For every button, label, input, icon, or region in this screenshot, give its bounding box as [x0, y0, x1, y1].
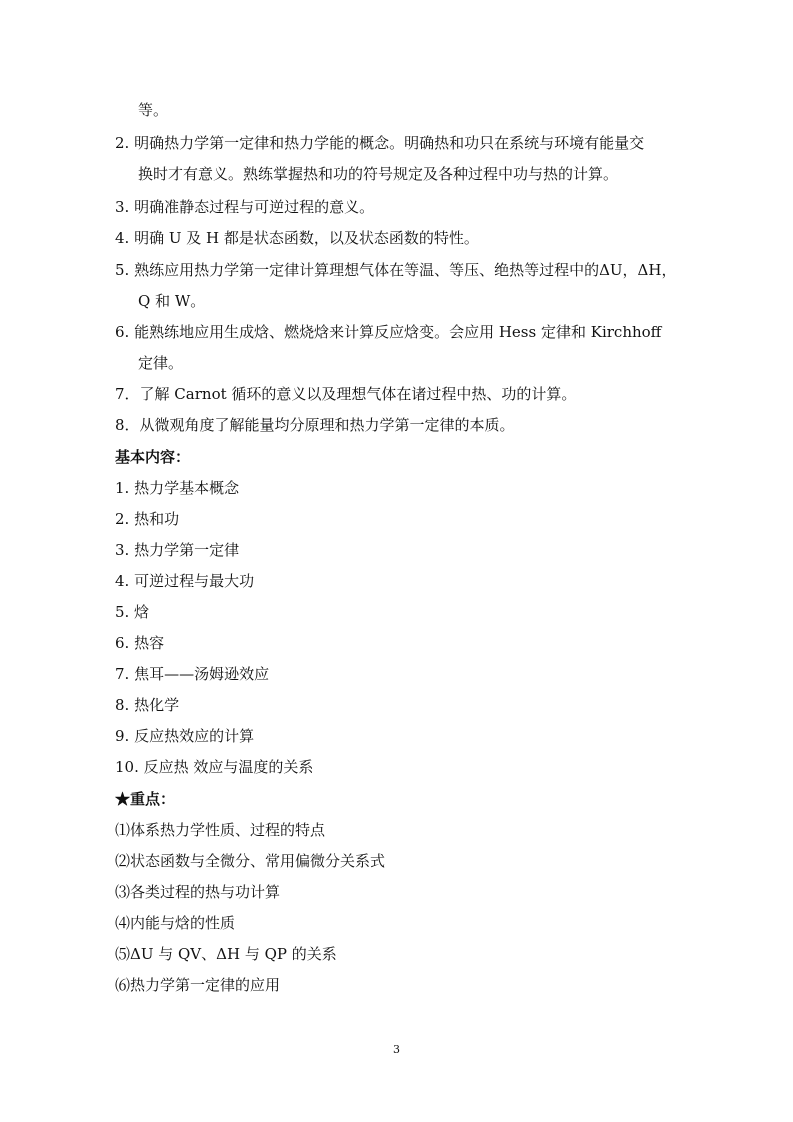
keypoint-item: ⑵状态函数与全微分、常用偏微分关系式	[115, 852, 386, 870]
content-item: 8. 热化学	[115, 696, 180, 714]
content-item: 2. 热和功	[115, 510, 180, 528]
objective-4: 4. 明确 U 及 H 都是状态函数，以及状态函数的特性。	[115, 229, 479, 247]
content-item: 10. 反应热 效应与温度的关系	[115, 758, 314, 776]
content-item: 1. 热力学基本概念	[115, 479, 240, 497]
content-item: 3. 热力学第一定律	[115, 541, 240, 559]
objective-6-line-1: 6. 能熟练地应用生成焓、燃烧焓来计算反应焓变。会应用 Hess 定律和 Kirchhoff	[115, 323, 662, 341]
keypoint-item: ⑷内能与焓的性质	[115, 914, 236, 932]
objective-2-line-1: 2. 明确热力学第一定律和热力学能的概念。明确热和功只在系统与环境有能量交	[115, 134, 645, 152]
objective-5-line-1: 5. 熟练应用热力学第一定律计算理想气体在等温、等压、绝热等过程中的ΔU，ΔH，	[115, 261, 677, 279]
content-item: 7. 焦耳——汤姆逊效应	[115, 665, 270, 683]
objective-7: 7．了解 Carnot 循环的意义以及理想气体在诸过程中热、功的计算。	[115, 385, 577, 403]
content-item: 4. 可逆过程与最大功	[115, 572, 255, 590]
objective-3: 3. 明确准静态过程与可逆过程的意义。	[115, 198, 375, 216]
content-heading: 基本内容：	[115, 448, 191, 466]
keypoint-item: ⑴体系热力学性质、过程的特点	[115, 821, 326, 839]
objective-2-line-2: 换时才有意义。熟练掌握热和功的符号规定及各种过程中功与热的计算。	[138, 165, 619, 183]
content-item: 9. 反应热效应的计算	[115, 727, 255, 745]
objective-6-line-2: 定律。	[138, 354, 184, 372]
objective-1-continuation: 等。	[138, 101, 169, 119]
page-number: 3	[393, 1043, 400, 1056]
objective-8: 8．从微观角度了解能量均分原理和热力学第一定律的本质。	[115, 416, 515, 434]
keypoint-item: ⑶各类过程的热与功计算	[115, 883, 281, 901]
objective-5-line-2: Q 和 W。	[138, 292, 206, 310]
content-item: 6. 热容	[115, 634, 165, 652]
content-item: 5. 焓	[115, 603, 150, 621]
keypoints-heading: ★重点：	[115, 790, 176, 808]
keypoint-item: ⑸ΔU 与 QV、ΔH 与 QP 的关系	[115, 945, 337, 963]
keypoint-item: ⑹热力学第一定律的应用	[115, 976, 281, 994]
